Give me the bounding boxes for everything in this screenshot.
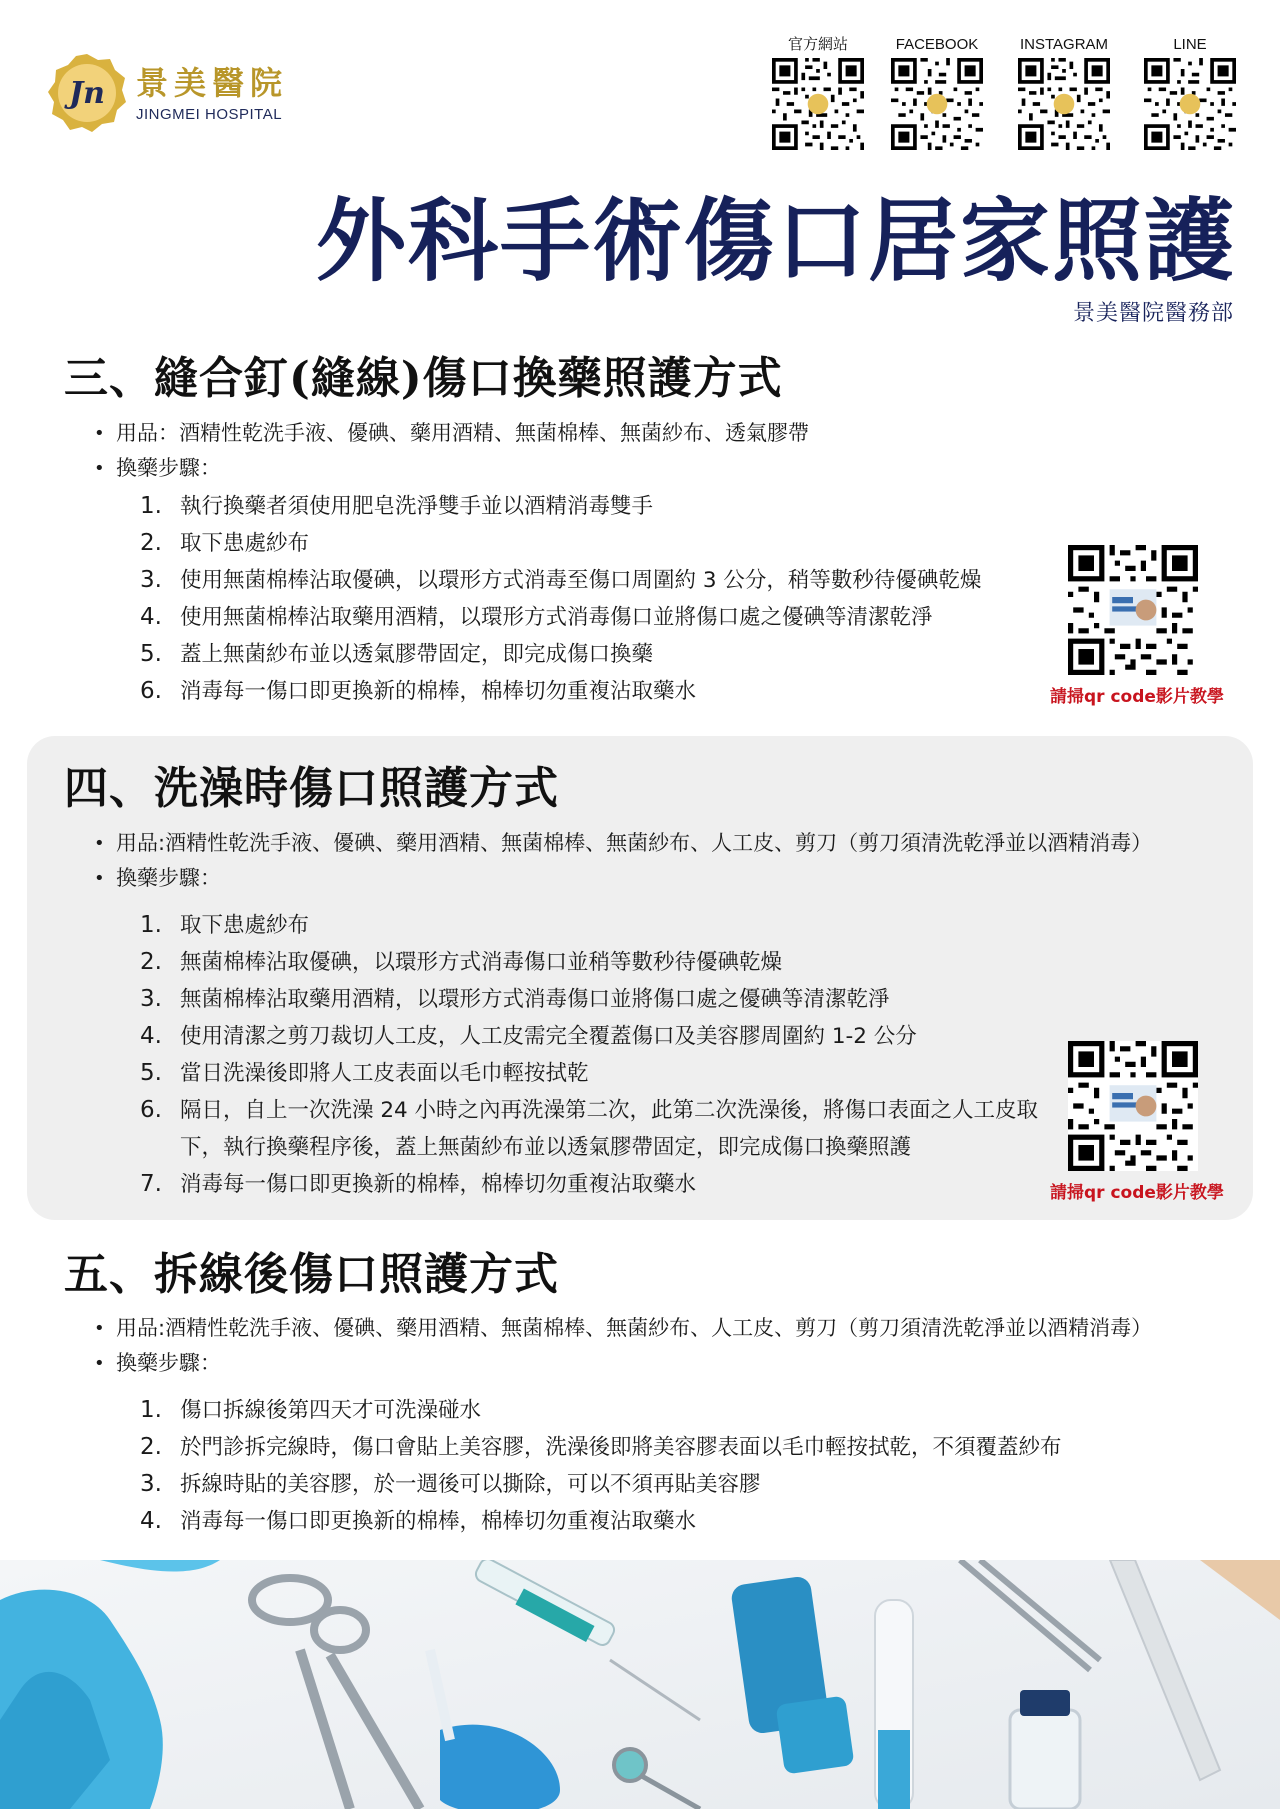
step-item — [140, 636, 1090, 673]
section-3-title: 三、縫合釘(縫線)傷口換藥照護方式 — [64, 353, 783, 404]
qr-official-site[interactable] — [770, 34, 866, 150]
step-text: 使用無菌棉棒沾取優碘，以環形方式消毒至傷口周圍約 3 公分，稍等數秒待優碘乾燥 — [180, 568, 982, 593]
section-5-title: 五、拆線後傷口照護方式 — [64, 1249, 559, 1300]
step-text: 無菌棉棒沾取優碘，以環形方式消毒傷口並稍等數秒待優碘乾燥 — [180, 950, 783, 975]
qr-line[interactable] — [1142, 34, 1238, 150]
step-text: 於門診拆完線時，傷口會貼上美容膠，洗澡後即將美容膠表面以毛巾輕按拭乾，不須覆蓋紗布 — [180, 1435, 1062, 1460]
step-text: 當日洗澡後即將人工皮表面以毛巾輕按拭乾 — [180, 1061, 589, 1086]
step-item — [140, 907, 1090, 944]
step-item — [140, 599, 1090, 636]
step-item — [140, 1166, 1090, 1203]
step-item — [140, 1466, 1090, 1503]
step-text: 蓋上無菌紗布並以透氣膠帶固定，即完成傷口換藥 — [180, 642, 654, 667]
step-number: 1. — [140, 1397, 162, 1423]
step-number: 3. — [140, 567, 162, 593]
section-3-bullets — [94, 416, 809, 486]
step-number: 2. — [140, 949, 162, 975]
steps-heading: • 換藥步驟： — [94, 451, 809, 486]
section-4-title: 四、洗澡時傷口照護方式 — [64, 763, 559, 814]
qr-code-icon[interactable] — [1018, 58, 1110, 150]
step-number: 4. — [140, 1023, 162, 1049]
step-number: 5. — [140, 1060, 162, 1086]
step-item — [140, 944, 1090, 981]
step-number: 2. — [140, 1434, 162, 1460]
qr-code-icon[interactable] — [891, 58, 983, 150]
step-item — [140, 1092, 1090, 1166]
medical-instruments-photo — [0, 1560, 1280, 1809]
step-number: 7. — [140, 1171, 162, 1197]
qr-caption: 請掃qr code影片教學 — [1050, 1183, 1224, 1203]
step-number: 6. — [140, 1097, 162, 1123]
step-number: 5. — [140, 641, 162, 667]
page-title: 外科手術傷口居家照護 — [316, 189, 1236, 294]
step-text: 拆線時貼的美容膠，於一週後可以撕除，可以不須再貼美容膠 — [180, 1472, 761, 1497]
step-number: 6. — [140, 678, 162, 704]
step-text: 取下患處紗布 — [180, 531, 310, 556]
qr-label: 官方網站 — [787, 36, 848, 53]
step-number: 3. — [140, 1471, 162, 1497]
step-text: 傷口拆線後第四天才可洗澡碰水 — [180, 1398, 482, 1423]
qr-label: FACEBOOK — [895, 36, 979, 53]
step-number: 1. — [140, 493, 162, 519]
step-text: 消毒每一傷口即更換新的棉棒，棉棒切勿重複沾取藥水 — [180, 1509, 697, 1534]
step-text: 消毒每一傷口即更換新的棉棒，棉棒切勿重複沾取藥水 — [180, 1172, 697, 1197]
section-4-bullets — [94, 826, 1152, 896]
step-text: 無菌棉棒沾取藥用酒精，以環形方式消毒傷口並將傷口處之優碘等清潔乾淨 — [180, 987, 890, 1012]
step-number: 1. — [140, 912, 162, 938]
step-item — [140, 1429, 1090, 1466]
logo-chinese-name: 景美醫院 — [136, 63, 289, 102]
step-item — [140, 673, 1090, 710]
hospital-logo — [46, 52, 288, 134]
step-item — [140, 1503, 1090, 1540]
section-4-steps — [140, 907, 1090, 1203]
video-tutorial-qr-icon[interactable] — [1068, 545, 1198, 675]
step-item — [140, 981, 1090, 1018]
supplies-item: • 用品:酒精性乾洗手液、優碘、藥用酒精、無菌棉棒、無菌紗布、人工皮、剪刀（剪刀須清洗乾淨並以酒精消毒） — [94, 1311, 1152, 1346]
section-5-bullets — [94, 1311, 1152, 1381]
vial-icon — [1010, 1690, 1080, 1809]
step-item — [140, 1055, 1090, 1092]
qr-code-icon[interactable] — [1144, 58, 1236, 150]
section-3-steps — [140, 488, 1090, 710]
qr-instagram[interactable] — [1016, 34, 1112, 150]
video-tutorial-qr-icon[interactable] — [1068, 1041, 1198, 1171]
step-text: 使用清潔之剪刀裁切人工皮，人工皮需完全覆蓋傷口及美容膠周圍約 1-2 公分 — [180, 1024, 917, 1049]
step-item — [140, 488, 1090, 525]
step-text: 使用無菌棉棒沾取藥用酒精，以環形方式消毒傷口並將傷口處之優碘等清潔乾淨 — [180, 605, 933, 630]
step-text: 消毒每一傷口即更換新的棉棒，棉棒切勿重複沾取藥水 — [180, 679, 697, 704]
step-item — [140, 1392, 1090, 1429]
pen-injector-icon — [875, 1600, 913, 1809]
svg-text:Jn: Jn — [68, 76, 106, 111]
step-number: 2. — [140, 530, 162, 556]
step-number: 4. — [140, 604, 162, 630]
section-5-steps — [140, 1392, 1090, 1540]
steps-heading: • 換藥步驟： — [94, 861, 1152, 896]
logo-english-name: JINGMEI HOSPITAL — [136, 105, 283, 123]
step-item — [140, 562, 1090, 599]
steps-heading: • 換藥步驟： — [94, 1346, 1152, 1381]
qr-caption: 請掃qr code影片教學 — [1050, 687, 1224, 707]
step-item — [140, 1018, 1090, 1055]
step-number: 3. — [140, 986, 162, 1012]
step-text: 隔日，自上一次洗澡 24 小時之內再洗澡第二次，此第二次洗澡後，將傷口表面之人工皮取下，執行換藥程序後，蓋上無菌紗布並以透氣膠帶固定，即完成傷口換藥照護 — [180, 1098, 1039, 1160]
step-number: 4. — [140, 1508, 162, 1534]
hospital-emblem-icon — [46, 52, 128, 134]
step-text: 取下患處紗布 — [180, 913, 310, 938]
qr-facebook[interactable] — [889, 34, 985, 150]
step-text: 執行換藥者須使用肥皂洗淨雙手並以酒精消毒雙手 — [180, 494, 654, 519]
supplies-item: • 用品:酒精性乾洗手液、優碘、藥用酒精、無菌棉棒、無菌紗布、人工皮、剪刀（剪刀須清洗乾淨並以酒精消毒） — [94, 826, 1152, 861]
qr-label: INSTAGRAM — [1019, 36, 1109, 53]
qr-code-icon[interactable] — [772, 58, 864, 150]
qr-label: LINE — [1173, 36, 1207, 53]
step-item — [140, 525, 1090, 562]
supplies-item: • 用品：酒精性乾洗手液、優碘、藥用酒精、無菌棉棒、無菌紗布、透氣膠帶 — [94, 416, 809, 451]
department-subtitle: 景美醫院醫務部 — [1072, 301, 1234, 326]
